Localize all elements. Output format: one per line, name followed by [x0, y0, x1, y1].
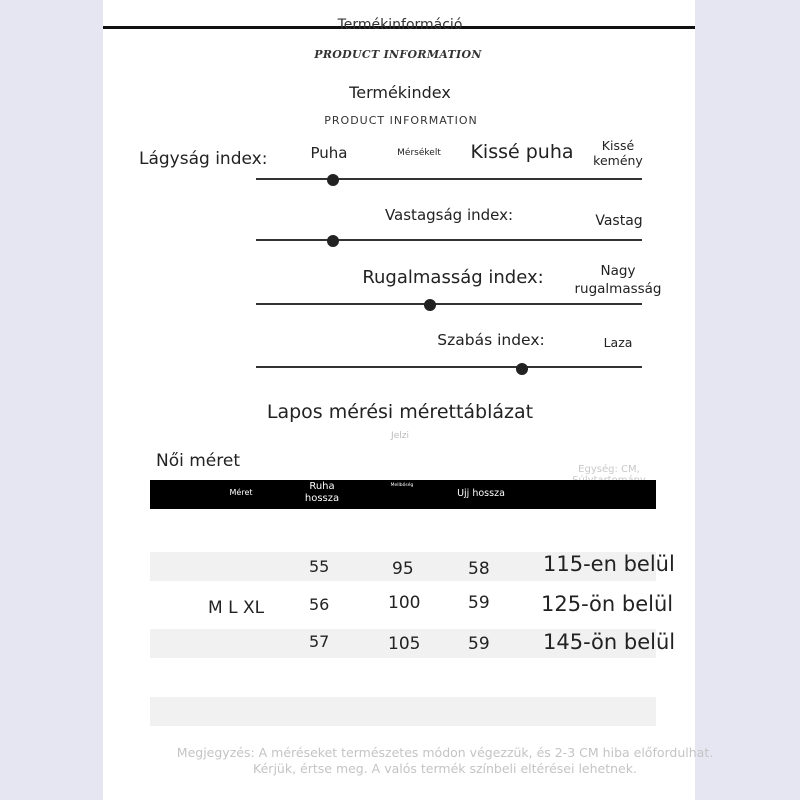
thickness-index-label: Vastagság index: — [384, 206, 514, 224]
softness-scale-slightly-soft: Kissé puha — [470, 141, 574, 163]
row1-length: 55 — [309, 557, 330, 576]
size-category-label: Női méret — [156, 451, 241, 471]
row2-sleeve: 59 — [468, 593, 490, 613]
row1-weight: 115-en belül — [543, 552, 675, 576]
elasticity-scale-high: Nagy rugalmasság — [574, 263, 662, 297]
softness-scale-moderate: Mérsékelt — [397, 148, 441, 158]
column-header-bust: Mellbőség — [390, 483, 414, 488]
softness-scale-soft: Puha — [310, 144, 348, 162]
elasticity-track — [256, 303, 642, 305]
softness-index-label: Lágyság index: — [139, 149, 268, 169]
row3-weight: 145-ön belül — [543, 630, 676, 654]
section-subtitle: PRODUCT INFORMATION — [314, 48, 482, 61]
softness-scale-slightly-hard: Kissé kemény — [593, 138, 643, 168]
measurement-note-line2: Kérjük, értse meg. A valós termék színbeli eltérései lehetnek. — [253, 761, 637, 776]
row3-sleeve: 59 — [468, 634, 490, 654]
fit-track — [256, 366, 642, 368]
row3-bust: 105 — [388, 634, 421, 654]
unit-note: Egység: CM, — [578, 464, 640, 475]
table-row — [150, 697, 656, 726]
measurement-note-line1: Megjegyzés: A méréseket természetes módon végezzük, és 2-3 CM hiba előfordulhat. — [176, 745, 714, 760]
column-header-sleeve: Ujj hossza — [457, 488, 505, 499]
row2-bust: 100 — [388, 593, 421, 613]
thickness-scale-thick: Vastag — [595, 213, 643, 229]
row3-length: 57 — [309, 632, 330, 651]
section-title: Termékinformáció — [337, 17, 463, 33]
fit-scale-loose: Laza — [603, 335, 633, 350]
elasticity-index-label: Rugalmasság index: — [362, 267, 544, 288]
size-table-title: Lapos mérési mérettáblázat — [266, 401, 534, 423]
column-header-size: Méret — [229, 488, 253, 497]
row2-weight: 125-ön belül — [541, 592, 674, 616]
elasticity-indicator — [424, 299, 436, 311]
column-header-length: Ruha hossza — [304, 481, 340, 504]
fit-index-label: Szabás index: — [437, 331, 545, 349]
index-subtitle: PRODUCT INFORMATION — [324, 114, 478, 127]
size-label: M L XL — [208, 598, 265, 618]
softness-track — [256, 178, 642, 180]
size-table-subtitle: Jelzi — [391, 431, 409, 441]
row1-bust: 95 — [392, 559, 414, 579]
index-title: Termékindex — [349, 83, 451, 102]
row2-length: 56 — [309, 595, 330, 614]
row1-sleeve: 58 — [468, 559, 490, 579]
thickness-track — [256, 239, 642, 241]
